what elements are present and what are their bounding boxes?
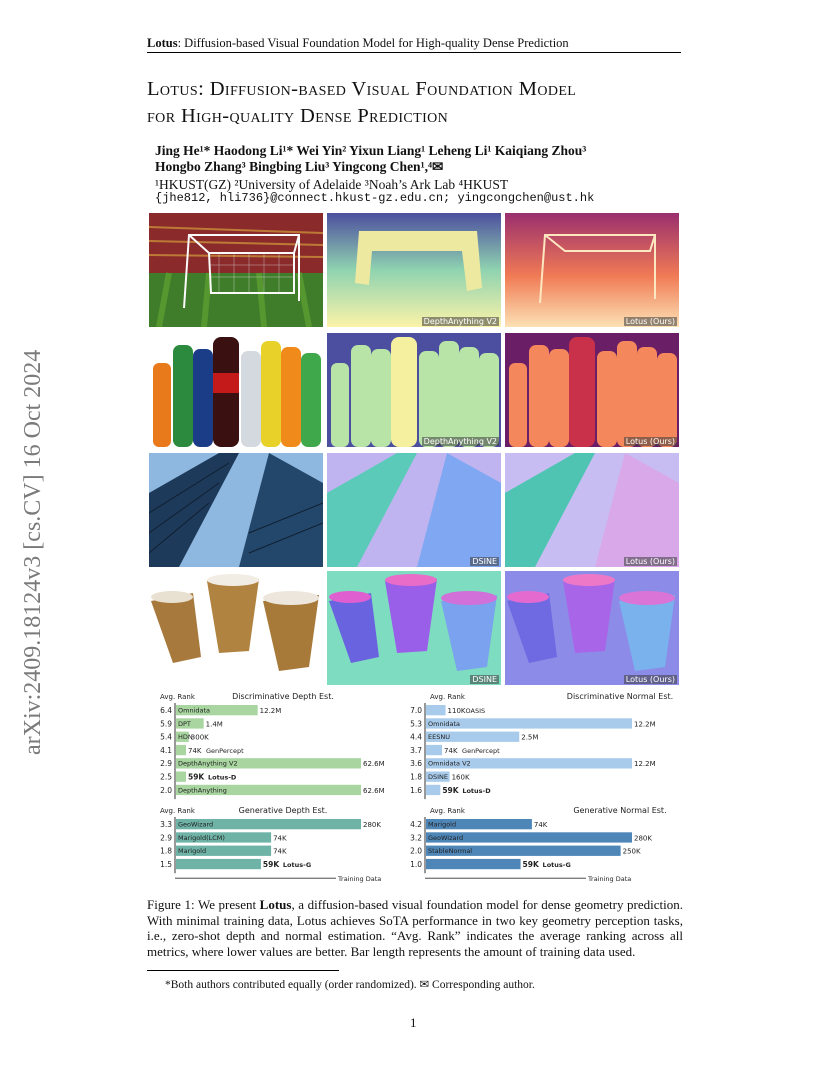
chart-1-name-3: GenPercept [462,746,500,755]
chart-3-rank-2: 2.0 [410,846,422,856]
emails: {jhe812, hli736}@connect.hkust-gz.edu.cn; yingcongchen@ust.hk [155,191,595,205]
header-rule [147,52,681,53]
chart-0-bar-3 [176,745,186,755]
chart-3-rank-1: 3.2 [410,833,422,843]
building-dsine [327,453,501,567]
figure-image-grid [149,213,679,689]
chart-0-rank-2: 5.4 [160,732,172,742]
cups-dsine [327,571,501,685]
chart-0-data-5: 59K [188,772,205,782]
footnote: *Both authors contributed equally (order randomized). ✉ Corresponding author. [165,979,535,991]
chart-0-data-6: 62.6M [363,786,385,795]
chart-1-name-2: EESNU [428,733,450,742]
goal-depthanything [327,213,501,327]
chart-2-rank-label: Avg. Rank [160,807,195,815]
chart-3-rank-0: 4.2 [410,820,422,829]
tag-lotus-2: Lotus (Ours) [625,437,675,446]
chart-1-rank-6: 1.6 [410,785,422,795]
chart-1-bar-6 [426,785,440,795]
chart-0-rank-1: 5.9 [160,719,172,729]
chart-2-data-3: 59K [262,859,280,869]
goal-photo [149,213,323,327]
chart-1-data-6: 59K [442,785,459,795]
chart-1-rank-4: 3.6 [410,759,422,769]
page-number: 1 [410,1015,417,1030]
running-header: Lotus: Diffusion-based Visual Foundation Model for High-quality Dense Prediction [147,36,569,50]
affiliations: ¹HKUST(GZ) ²University of Adelaide ³Noah’s Ark Lab ⁴HKUST [155,177,509,192]
chart-1-name-4: Omnidata V2 [428,759,471,768]
chart-2-data-0: 280K [363,821,381,829]
chart-0-data-1: 1.4M [205,720,223,729]
chart-1-data-5: 160K [451,773,470,782]
chart-1-data-0: 110K [447,707,466,715]
chart-1-data-3: 74K [444,746,458,755]
chart-0-name-0: Omnidata [178,706,211,715]
chart-1-rank-2: 4.4 [410,732,422,742]
chart-0-name-3: GenPercept [206,746,244,755]
chart-3-title: Generative Normal Est. [573,806,667,815]
chart-0-bar-5 [176,772,186,782]
chart-2-name-3: Lotus-G [282,860,312,869]
title-line-1: Lotus: Diffusion-based Visual Foundation Model [147,78,577,100]
chart-3-name-2: StableNormal [428,847,473,856]
title-line-2: for High-quality Dense Prediction [147,105,449,127]
chart-0-rank-3: 4.1 [160,745,172,755]
chart-0-data-3: 74K [188,746,202,755]
chart-2-data-1: 74K [273,834,287,843]
chart-1-title: Discriminative Normal Est. [566,692,674,701]
chart-1-rank-label: Avg. Rank [430,693,465,701]
chart-1-rank-3: 3.7 [410,745,422,755]
chart-1-bar-3 [426,745,442,755]
chart-1-data-2: 2.5M [521,733,539,742]
authors-line-2: Hongbo Zhang³ Bingbing Liu³ Yingcong Chen¹,⁴✉ [155,159,444,174]
arxiv-stamp: arXiv:2409.18124v3 [cs.CV] 16 Oct 2024 [20,349,46,755]
chart-0-name-4: DepthAnything V2 [178,759,238,768]
chart-1-rank-5: 1.8 [410,772,422,782]
bottles-depthanything [327,333,501,447]
chart-0-name-6: DepthAnything [178,786,227,795]
chart-0-rank-4: 2.9 [160,759,172,769]
chart-0-title: Discriminative Depth Est. [232,692,334,701]
chart-3-data-0: 74K [533,821,548,829]
tag-dsine-2: DSINE [472,675,497,684]
chart-3-name-1: GeoWizard [428,833,464,842]
chart-2-title: Generative Depth Est. [238,806,328,815]
chart-0-data-0: 12.2M [259,707,282,715]
goal-lotus [505,213,679,327]
authors-line-1: Jing He¹* Haodong Li¹* Wei Yin² Yixun Liang¹ Leheng Li¹ Kaiqiang Zhou³ [155,143,587,158]
cups-lotus [505,571,679,685]
chart-2-name-1: Marigold(LCM) [178,833,225,842]
chart-2-data-2: 74K [273,847,287,856]
chart-0-rank-5: 2.5 [160,772,172,782]
bottles-lotus [505,333,679,447]
figure-caption: Figure 1: We present Lotus, a diffusion-based visual foundation model for dense geometry prediction. With minimal training data, Lotus achieves SoTA performance in two key geometry perception tasks, i.e., zero-shot depth and normal estimation. “Avg. Rank” indicates the average ranking across all metrics, where lower values are better. Bar length represents the amount of training data used. [147,897,683,959]
chart-3-name-3: Lotus-G [542,860,571,869]
chart-1-rank-1: 5.3 [410,719,422,729]
chart-1-rank-0: 7.0 [410,706,422,715]
bottles-photo [149,333,323,447]
chart-0-rank-label: Avg. Rank [160,693,195,701]
chart-1-bar-0 [426,705,446,715]
building-lotus [505,453,679,567]
chart-2-rank-0: 3.3 [160,820,172,829]
chart-1-data-4: 12.2M [634,760,656,769]
chart-2-name-0: GeoWizard [178,820,214,829]
chart-2-bar-3 [176,859,261,869]
tag-depthanything-1: DepthAnything V2 [423,317,497,326]
chart-0-name-2: HDN [178,733,193,742]
cups-photo [149,571,323,685]
chart-1-name-0: OASIS [465,707,486,715]
rank-charts [140,690,680,886]
chart-3-data-1: 280K [634,834,652,843]
chart-3-rank-label: Avg. Rank [430,807,465,815]
chart-0-rank-0: 6.4 [160,706,172,715]
chart-1-name-1: Omnidata [428,719,461,728]
chart-2-rank-2: 1.8 [160,846,172,856]
chart-2-name-2: Marigold [178,847,207,856]
chart-0-data-4: 62.6M [363,760,385,769]
chart-1-name-6: Lotus-D [462,786,491,795]
footnote-rule [147,970,339,971]
building-photo [149,453,323,567]
author-list [155,143,715,175]
chart-0-name-5: Lotus-D [208,773,237,782]
chart-2-rank-1: 2.9 [160,833,172,843]
tag-lotus-3: Lotus (Ours) [625,557,675,566]
chart-2-rank-3: 1.5 [160,859,172,869]
chart-3-name-0: Marigold [428,820,457,829]
chart-1-data-1: 12.2M [634,720,656,729]
chart-0-data-2: 300K [190,733,209,742]
chart-3-data-3: 59K [522,859,539,869]
chart-2-axis-label: Training Data [338,875,382,884]
chart-3-bar-3 [426,859,521,869]
chart-3-data-2: 250K [622,847,641,856]
chart-0-name-1: DPT [178,719,191,728]
tag-lotus-1: Lotus (Ours) [625,317,675,326]
tag-depthanything-2: DepthAnything V2 [423,437,497,446]
tag-lotus-4: Lotus (Ours) [625,675,675,684]
tag-dsine-1: DSINE [472,557,497,566]
chart-3-rank-3: 1.0 [410,859,422,869]
chart-1-name-5: DSINE [428,773,449,781]
chart-0-rank-6: 2.0 [160,785,172,795]
chart-3-axis-label: Training Data [588,875,632,884]
paper-title [147,76,707,130]
